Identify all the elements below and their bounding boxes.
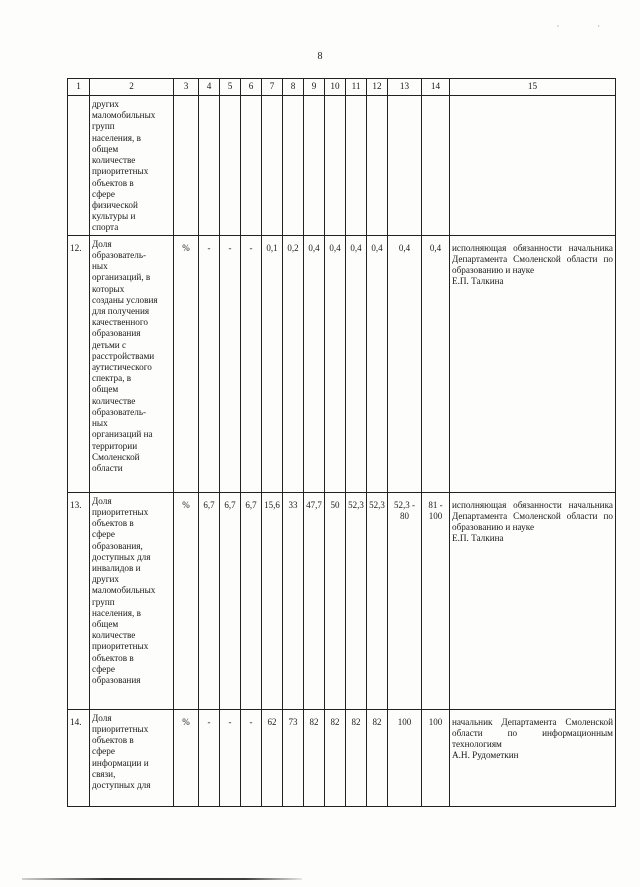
value-cell: 100 — [388, 709, 422, 806]
header-col-8: 8 — [283, 79, 304, 96]
header-col-7: 7 — [262, 79, 283, 96]
value-cell: 6,7 — [199, 492, 220, 709]
value-cell — [422, 96, 450, 236]
header-col-11: 11 — [346, 79, 367, 96]
value-cell: 82 — [304, 709, 325, 806]
value-cell: 82 — [325, 709, 346, 806]
scan-edge-line — [22, 878, 302, 880]
header-col-14: 14 — [422, 79, 450, 96]
value-cell — [220, 96, 241, 236]
value-cell: 0,4 — [422, 235, 450, 492]
unit-cell: % — [174, 492, 199, 709]
value-cell: 0,1 — [262, 235, 283, 492]
header-col-4: 4 — [199, 79, 220, 96]
header-col-1: 1 — [68, 79, 90, 96]
value-cell: - — [220, 709, 241, 806]
value-cell: 50 — [325, 492, 346, 709]
value-cell — [346, 96, 367, 236]
value-cell — [367, 96, 388, 236]
value-cell — [325, 96, 346, 236]
value-cell — [283, 96, 304, 236]
row-number: 14. — [68, 709, 90, 806]
indicator-name: Доля образователь- ных организаций, в которых созданы условия для получения качественного образования детьми с расстройствами аутистического спектра, в общем количестве образователь- ных организаций на территории Смоленской области — [90, 235, 174, 492]
unit-cell: % — [174, 235, 199, 492]
scan-specks: · · — [556, 22, 618, 31]
indicator-name: других маломобильных групп населения, в общем количестве приоритетных объектов в сфере физической культуры и спорта — [90, 96, 174, 236]
value-cell: 81 - 100 — [422, 492, 450, 709]
value-cell: - — [220, 235, 241, 492]
responsible-cell: исполняющая обязанности начальника Департамента Смоленской области по образованию и науке Е.П. Талкина — [450, 492, 616, 709]
value-cell: 52,3 - 80 — [388, 492, 422, 709]
value-cell: 52,3 — [367, 492, 388, 709]
value-cell — [388, 96, 422, 236]
header-col-6: 6 — [241, 79, 262, 96]
responsible-cell — [450, 96, 616, 236]
responsible-cell: исполняющая обязанности начальника Департамента Смоленской области по образованию и науке Е.П. Талкина — [450, 235, 616, 492]
unit-cell — [174, 96, 199, 236]
value-cell: 100 — [422, 709, 450, 806]
header-col-10: 10 — [325, 79, 346, 96]
value-cell: 52,3 — [346, 492, 367, 709]
value-cell: 82 — [367, 709, 388, 806]
value-cell: 6,7 — [241, 492, 262, 709]
value-cell — [199, 96, 220, 236]
value-cell — [241, 96, 262, 236]
header-col-12: 12 — [367, 79, 388, 96]
page-number: 8 — [317, 51, 323, 62]
table-row — [68, 96, 616, 236]
value-cell: 33 — [283, 492, 304, 709]
row-number: 12. — [68, 235, 90, 492]
value-cell: - — [241, 709, 262, 806]
indicators-table — [67, 78, 616, 807]
header-col-9: 9 — [304, 79, 325, 96]
header-row — [68, 79, 616, 96]
row-number: 13. — [68, 492, 90, 709]
value-cell: 0,4 — [367, 235, 388, 492]
responsible-cell: начальник Департамента Смоленской области по информационным технологиям А.Н. Рудометкин — [450, 709, 616, 806]
row-number — [68, 96, 90, 236]
value-cell: - — [241, 235, 262, 492]
value-cell: 82 — [346, 709, 367, 806]
indicator-name: Доля приоритетных объектов в сфере образования, доступных для инвалидов и других маломобильных групп населения, в общем количестве приоритетных объектов в сфере образования — [90, 492, 174, 709]
value-cell — [304, 96, 325, 236]
value-cell: - — [199, 235, 220, 492]
value-cell: - — [199, 709, 220, 806]
table-row — [68, 235, 616, 492]
value-cell: 73 — [283, 709, 304, 806]
value-cell: 62 — [262, 709, 283, 806]
value-cell: 0,4 — [325, 235, 346, 492]
value-cell — [262, 96, 283, 236]
value-cell: 15,6 — [262, 492, 283, 709]
header-col-13: 13 — [388, 79, 422, 96]
value-cell: 0,4 — [388, 235, 422, 492]
unit-cell: % — [174, 709, 199, 806]
header-col-15: 15 — [450, 79, 616, 96]
header-col-2: 2 — [90, 79, 174, 96]
header-col-3: 3 — [174, 79, 199, 96]
value-cell: 6,7 — [220, 492, 241, 709]
header-col-5: 5 — [220, 79, 241, 96]
table-row — [68, 492, 616, 709]
value-cell: 0,4 — [346, 235, 367, 492]
table-row — [68, 709, 616, 806]
value-cell: 47,7 — [304, 492, 325, 709]
value-cell: 0,2 — [283, 235, 304, 492]
indicator-name: Доля приоритетных объектов в сфере информации и связи, доступных для — [90, 709, 174, 806]
value-cell: 0,4 — [304, 235, 325, 492]
